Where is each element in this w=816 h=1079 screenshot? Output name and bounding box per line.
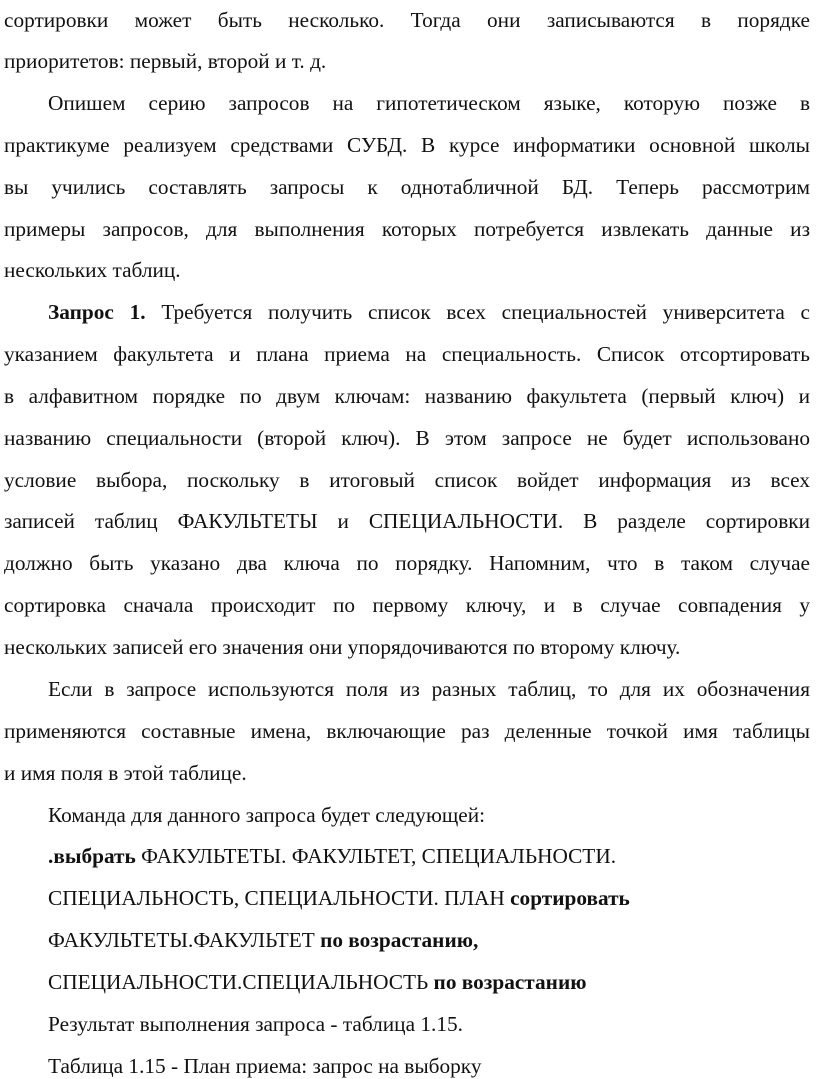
text-run: СПЕЦИАЛЬНОСТЬ, СПЕЦИАЛЬНОСТИ. ПЛАН (48, 886, 511, 910)
text-line: приоритетов: первый, второй и т. д. (4, 49, 327, 73)
text-line: и имя поля в этой таблице. (4, 761, 247, 785)
text-line: должно быть указано два ключа по порядку. Напомним, что в таком случае (4, 551, 810, 575)
command-line (48, 969, 810, 995)
text-line: условие выбора, поскольку в итоговый список войдет информация из всех (4, 468, 810, 492)
text-run: ФАКУЛЬТЕТЫ.ФАКУЛЬТЕТ (48, 928, 321, 952)
text-line: записей таблиц ФАКУЛЬТЕТЫ и СПЕЦИАЛЬНОСТИ. В разделе сортировки (4, 509, 810, 533)
text-line (48, 299, 810, 325)
text-line: Команда для данного запроса будет следующей: (48, 803, 486, 827)
command-line (48, 927, 810, 953)
text-line: указанием факультета и плана приема на специальность. Список отсортировать (4, 342, 810, 366)
keyword: по возрастанию, (320, 928, 479, 952)
keyword: сортировать (510, 886, 630, 910)
text-line: в алфавитном порядке по двум ключам: названию факультета (первый ключ) и (4, 384, 810, 408)
text-run: ФАКУЛЬТЕТЫ. ФАКУЛЬТЕТ, СПЕЦИАЛЬНОСТИ. (135, 844, 617, 868)
text-run: Требуется получить список всех специальностей университета с (145, 300, 810, 324)
text-line: Результат выполнения запроса - таблица 1.15. (48, 1012, 463, 1036)
text-line: Опишем серию запросов на гипотетическом языке, которую позже в (48, 91, 810, 115)
text-line: Если в запросе используются поля из разных таблиц, то для их обозначения (48, 677, 810, 701)
text-line: примеры запросов, для выполнения которых потребуется извлекать данные из (4, 217, 810, 241)
text-line: применяются составные имена, включающие раз деленные точкой имя таблицы (4, 719, 810, 743)
keyword: .выбрать (48, 844, 136, 868)
query-heading: Запрос 1. (48, 300, 146, 324)
text-line: вы учились составлять запросы к однотабличной БД. Теперь рассмотрим (4, 175, 810, 199)
text-line: нескольких записей его значения они упорядочиваются по второму ключу. (4, 635, 681, 659)
text-run: СПЕЦИАЛЬНОСТИ.СПЕЦИАЛЬНОСТЬ (48, 970, 434, 994)
text-line: сортировки может быть несколько. Тогда они записываются в порядке (4, 8, 810, 32)
text-line: названию специальности (второй ключ). В этом запросе не будет использовано (4, 426, 810, 450)
text-line: нескольких таблиц. (4, 258, 181, 282)
command-line (48, 843, 810, 869)
command-line (48, 885, 810, 911)
text-line: практикуме реализуем средствами СУБД. В курсе информатики основной школы (4, 133, 810, 157)
keyword: по возрастанию (433, 970, 587, 994)
table-caption: Таблица 1.15 - План приема: запрос на выборку (48, 1054, 482, 1078)
text-line: сортировка сначала происходит по первому ключу, и в случае совпадения у (4, 593, 810, 617)
